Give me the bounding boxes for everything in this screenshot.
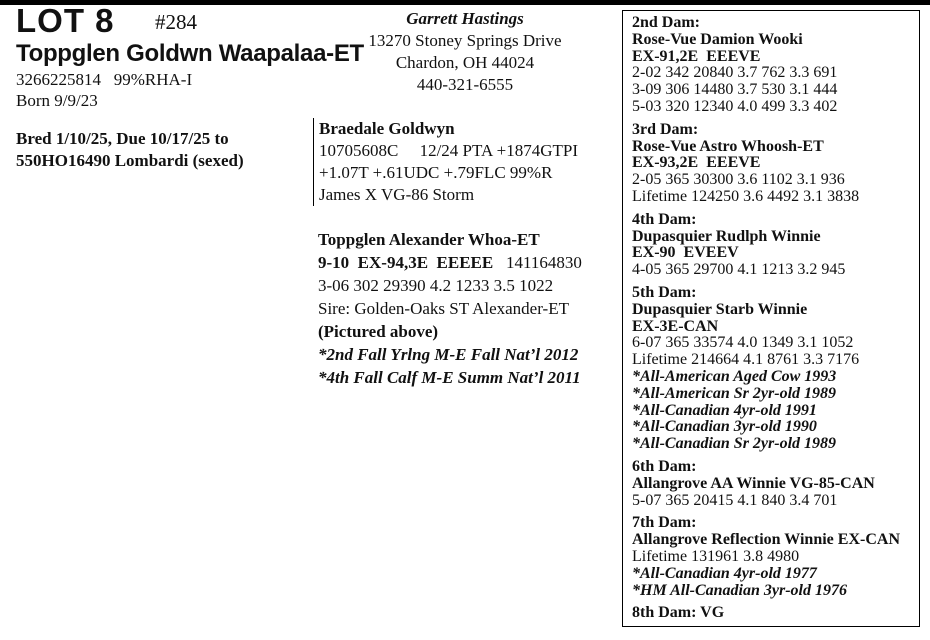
dam-registration: 141164830 [505, 253, 582, 272]
pedigree-record: Lifetime 214664 4.1 8761 3.3 7176 [632, 351, 860, 369]
breeding-info [16, 128, 306, 172]
pedigree-heading: 6th Dam: [632, 457, 697, 475]
pedigree-classification: EX-91,2E EEEVE [632, 47, 761, 65]
pedigree-award: *HM All-Canadian 3yr-old 1976 [632, 581, 847, 599]
pedigree-record: 2-02 342 20840 3.7 762 3.3 691 [632, 64, 838, 82]
bred-line-1: Bred 1/10/25, Due 10/17/25 to [16, 129, 229, 148]
sire-line-3: James X VG-86 Storm [319, 185, 475, 204]
pedigree-dam-block [632, 285, 922, 453]
pedigree-heading: 8th Dam: VG [632, 604, 725, 622]
dam-block [318, 228, 618, 389]
pedigree-name: Rose-Vue Astro Whoosh-ET [632, 137, 824, 155]
owner-address: 13270 Stoney Springs Drive [368, 31, 562, 50]
sire-block [313, 118, 614, 206]
owner-phone: 440-321-6555 [416, 75, 514, 94]
owner-block [300, 8, 630, 96]
pedigree-award: *All-American Aged Cow 1993 [632, 367, 837, 385]
top-rule [0, 0, 930, 5]
pedigree-classification: EX-93,2E EEEVE [632, 154, 761, 172]
pedigree-dam-block [632, 459, 922, 509]
owner-name: Garrett Hastings [406, 9, 524, 28]
pedigree-name: Allangrove Reflection Winnie EX-CAN [632, 531, 900, 549]
pedigree-name: Allangrove AA Winnie VG-85-CAN [632, 474, 875, 492]
pedigree-record: 5-07 365 20415 4.1 840 3.4 701 [632, 491, 838, 509]
pedigree-name: Dupasquier Rudlph Winnie [632, 227, 821, 245]
pedigree-record: 2-05 365 30300 3.6 1102 3.1 936 [632, 171, 845, 189]
pedigree-record: 6-07 365 33574 4.0 1349 3.1 1052 [632, 334, 854, 352]
born-date: Born 9/9/23 [16, 91, 98, 110]
sire-line-2: +1.07T +.61UDC +.79FLC 99%R [319, 163, 553, 182]
dam-name: Toppglen Alexander Whoa-ET [318, 230, 540, 249]
pedigree-heading: 5th Dam: [632, 283, 697, 301]
dam-record: 3-06 302 29390 4.2 1233 3.5 1022 [318, 276, 554, 295]
pedigree-dam-block [632, 122, 922, 206]
animal-name: Toppglen Goldwn Waapalaa-ET [16, 40, 364, 67]
pedigree-list [632, 15, 922, 628]
pedigree-heading: 2nd Dam: [632, 14, 701, 31]
dam-classification: 9-10 EX-94,3E EEEEE [318, 253, 494, 272]
pedigree-heading: 7th Dam: [632, 514, 697, 532]
pedigree-record: 5-03 320 12340 4.0 499 3.3 402 [632, 97, 838, 115]
pedigree-name: Dupasquier Starb Winnie [632, 300, 808, 318]
pedigree-record: Lifetime 131961 3.8 4980 [632, 547, 800, 565]
dam-class-line [318, 251, 618, 274]
dam-award-1: *2nd Fall Yrlng M-E Fall Nat’l 2012 [318, 345, 579, 364]
pedigree-award: *All-Canadian 3yr-old 1990 [632, 418, 817, 436]
pedigree-heading: 4th Dam: [632, 210, 697, 228]
sire-name: Braedale Goldwyn [319, 119, 455, 138]
pedigree-record: 4-05 365 29700 4.1 1213 3.2 945 [632, 261, 846, 279]
bred-line-2: 550HO16490 Lombardi (sexed) [16, 151, 244, 170]
pedigree-heading: 3rd Dam: [632, 120, 699, 138]
sire-line-1: 10705608C 12/24 PTA +1874GTPI [319, 141, 578, 160]
pedigree-award: *All-Canadian Sr 2yr-old 1989 [632, 435, 837, 453]
pedigree-classification: EX-90 EVEEV [632, 244, 739, 262]
pedigree-record: Lifetime 124250 3.6 4492 3.1 3838 [632, 187, 860, 205]
lot-number: LOT 8 [16, 2, 115, 39]
catalog-number: #284 [155, 10, 197, 34]
pedigree-award: *All-American Sr 2yr-old 1989 [632, 384, 837, 402]
pedigree-record: 3-09 306 14480 3.7 530 3.1 444 [632, 81, 838, 99]
dam-sire: Sire: Golden-Oaks ST Alexander-ET [318, 299, 569, 318]
registration-line: 3266225814 99%RHA-I [16, 70, 193, 89]
pedigree-name: Rose-Vue Damion Wooki [632, 30, 803, 48]
dam-pictured-note: (Pictured above) [318, 322, 439, 341]
pedigree-classification: EX-3E-CAN [632, 317, 719, 335]
pedigree-award: *All-Canadian 4yr-old 1977 [632, 564, 817, 582]
pedigree-dam-block [632, 515, 922, 599]
owner-city: Chardon, OH 44024 [395, 53, 535, 72]
pedigree-award: *All-Canadian 4yr-old 1991 [632, 401, 817, 419]
pedigree-dam-block [632, 605, 922, 622]
pedigree-dam-block [632, 15, 922, 116]
dam-award-2: *4th Fall Calf M-E Summ Nat’l 2011 [318, 368, 581, 387]
pedigree-dam-block [632, 212, 922, 279]
